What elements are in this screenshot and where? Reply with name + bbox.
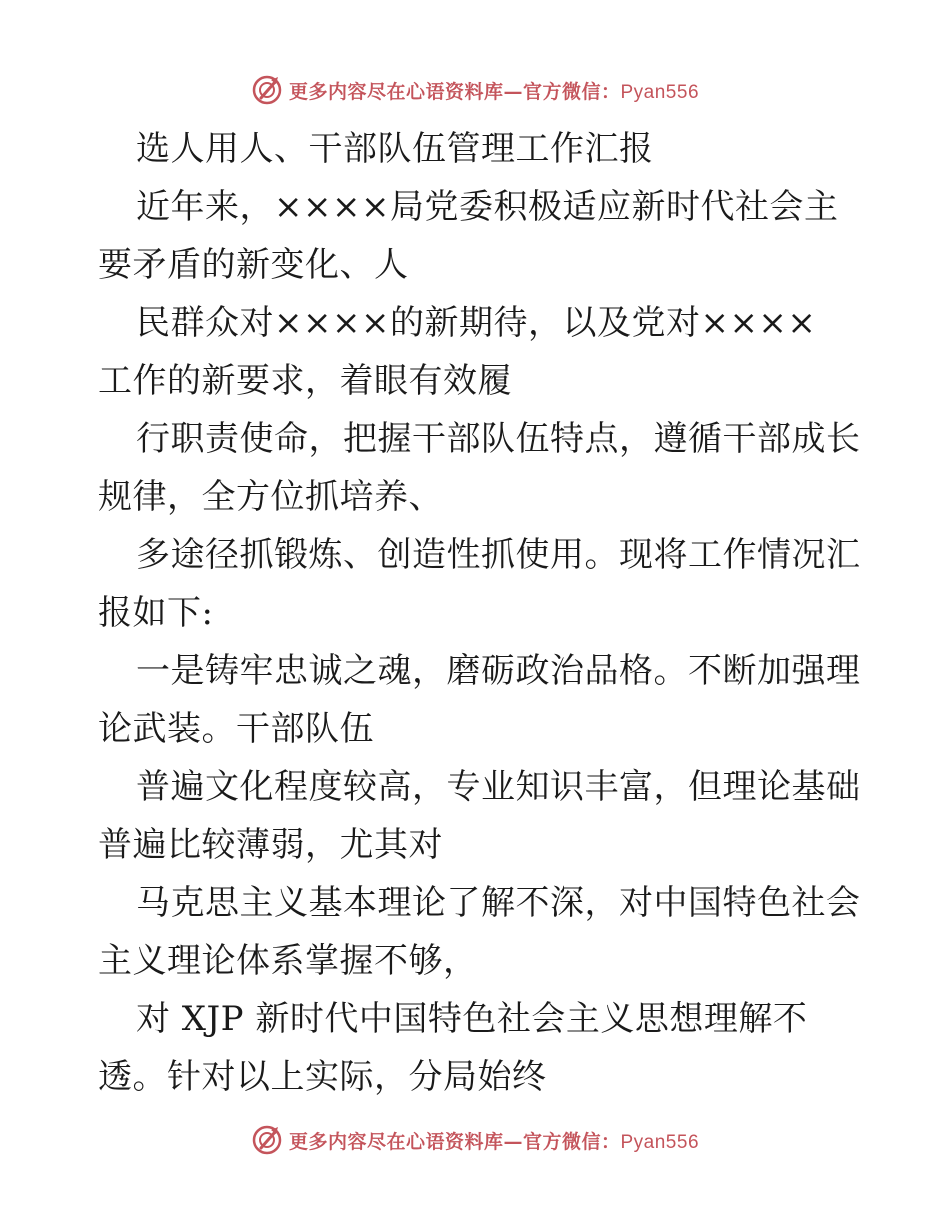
document-line: 近年来，××××局党委积极适应新时代社会主 (136, 187, 839, 227)
document-body (98, 120, 861, 1106)
watermark-footer (0, 1120, 950, 1160)
document-line: 一是铸牢忠诚之魂，磨砺政治品格。不断加强理 (136, 651, 861, 691)
document-line: 要矛盾的新变化、人 (98, 245, 409, 285)
watermark-logo-icon (251, 74, 283, 106)
document-line: 普遍比较薄弱，尤其对 (98, 825, 443, 865)
document-line: 论武装。干部队伍 (98, 709, 374, 749)
document-line: 规律，全方位抓培养、 (98, 477, 443, 517)
document-line: 马克思主义基本理论了解不深，对中国特色社会 (136, 883, 861, 923)
document-line: 工作的新要求，着眼有效履 (98, 361, 512, 401)
document-line: 多途径抓锻炼、创造性抓使用。现将工作情况汇 (136, 535, 861, 575)
document-line: 普遍文化程度较高，专业知识丰富，但理论基础 (136, 767, 861, 807)
document-line: 民群众对××××的新期待，以及党对×××× (136, 303, 817, 343)
document-title: 选人用人、干部队伍管理工作汇报 (136, 129, 654, 169)
document-line: 行职责使命，把握干部队伍特点，遵循干部成长 (136, 419, 861, 459)
document-line: 主义理论体系掌握不够， (98, 941, 478, 981)
document-line: 透。针对以上实际，分局始终 (98, 1057, 547, 1097)
watermark-logo-icon (251, 1124, 283, 1156)
document-line: 对 XJP 新时代中国特色社会主义思想理解不 (136, 999, 808, 1039)
watermark-text: 更多内容尽在心语资料库—官方微信：Pyan556 (288, 80, 700, 103)
watermark-text: 更多内容尽在心语资料库—官方微信：Pyan556 (288, 1130, 700, 1153)
document-line: 报如下: (98, 593, 214, 633)
watermark-header (0, 70, 950, 110)
